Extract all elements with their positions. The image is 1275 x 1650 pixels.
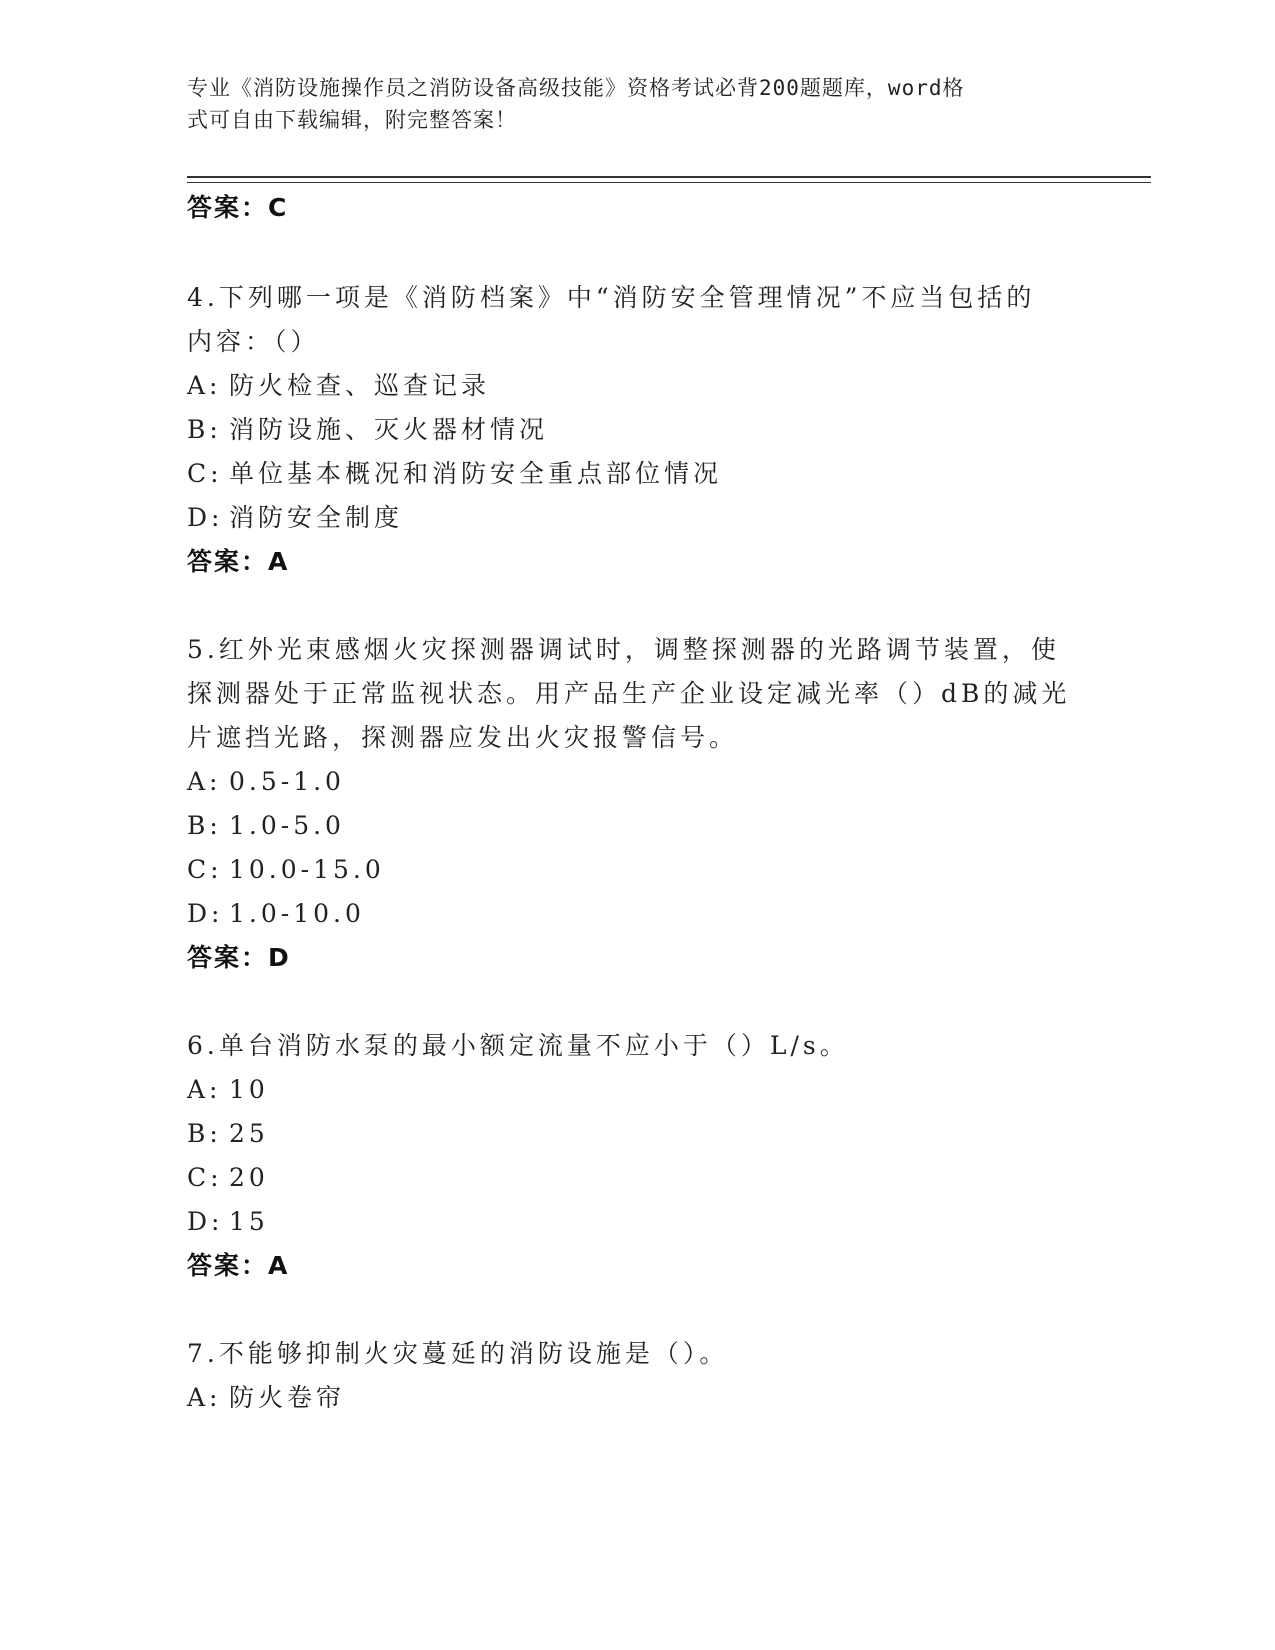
option-letter: D: (187, 1207, 224, 1236)
answer-prev: 答案：C (187, 193, 289, 222)
option-letter: C: (187, 1163, 223, 1192)
question-5-option-c (187, 854, 385, 886)
question-5-option-b (187, 810, 345, 842)
question-4-line-1: 4.下列哪一项是《消防档案》中“消防安全管理情况”不应当包括的 (187, 283, 1036, 312)
document-header (187, 72, 1067, 136)
question-6-line-1: 6.单台消防水泵的最小额定流量不应小于（）L/s。 (187, 1031, 849, 1060)
option-letter: C: (187, 459, 223, 488)
question-6-option-c (187, 1162, 269, 1194)
question-7-line-1: 7.不能够抑制火灾蔓延的消防设施是（）。 (187, 1339, 729, 1368)
question-5-line-2: 探测器处于正常监视状态。用产品生产企业设定减光率（）dB的减光 (187, 679, 1071, 708)
option-letter: B: (187, 811, 222, 840)
option-letter: D: (187, 899, 224, 928)
question-5-line-3: 片遮挡光路，探测器应发出火灾报警信号。 (187, 723, 739, 752)
option-text: 10 (229, 1075, 269, 1104)
option-text: 消防安全制度 (229, 503, 404, 532)
option-letter: A: (187, 1383, 222, 1412)
question-4-option-a (187, 370, 490, 402)
question-5-option-a (187, 766, 345, 798)
header-line-2: 式可自由下载编辑，附完整答案！ (187, 108, 517, 132)
question-4-line-2: 内容：（） (187, 327, 320, 356)
option-text: 20 (229, 1163, 269, 1192)
question-6-option-a (187, 1074, 269, 1106)
question-4-answer: 答案：A (187, 547, 290, 576)
option-text: 10.0-15.0 (229, 855, 385, 884)
option-letter: A: (187, 371, 222, 400)
question-4-option-b (187, 414, 548, 446)
option-text: 25 (229, 1119, 269, 1148)
option-text: 防火卷帘 (229, 1383, 346, 1412)
option-text: 15 (229, 1207, 269, 1236)
option-letter: A: (187, 767, 222, 796)
question-5-line-1: 5.红外光束感烟火灾探测器调试时，调整探测器的光路调节装置，使 (187, 635, 1060, 664)
option-text: 1.0-10.0 (229, 899, 365, 928)
header-divider-thick (187, 176, 1151, 178)
header-line-1: 专业《消防设施操作员之消防设备高级技能》资格考试必背200题题库，word格 (187, 76, 965, 100)
question-6-option-b (187, 1118, 269, 1150)
option-letter: D: (187, 503, 224, 532)
option-text: 0.5-1.0 (229, 767, 345, 796)
question-5-answer: 答案：D (187, 943, 291, 972)
question-5-option-d (187, 898, 365, 930)
option-text: 防火检查、巡查记录 (229, 371, 491, 400)
question-6-option-d (187, 1206, 269, 1238)
option-letter: B: (187, 1119, 222, 1148)
option-letter: A: (187, 1075, 222, 1104)
option-letter: B: (187, 415, 222, 444)
question-7-option-a (187, 1382, 345, 1414)
question-4-option-d (187, 502, 403, 534)
option-text: 消防设施、灭火器材情况 (229, 415, 549, 444)
question-6-answer: 答案：A (187, 1251, 290, 1280)
header-divider-thin (187, 182, 1151, 183)
option-letter: C: (187, 855, 223, 884)
question-4-option-c (187, 458, 722, 490)
option-text: 1.0-5.0 (229, 811, 345, 840)
option-text: 单位基本概况和消防安全重点部位情况 (229, 459, 723, 488)
